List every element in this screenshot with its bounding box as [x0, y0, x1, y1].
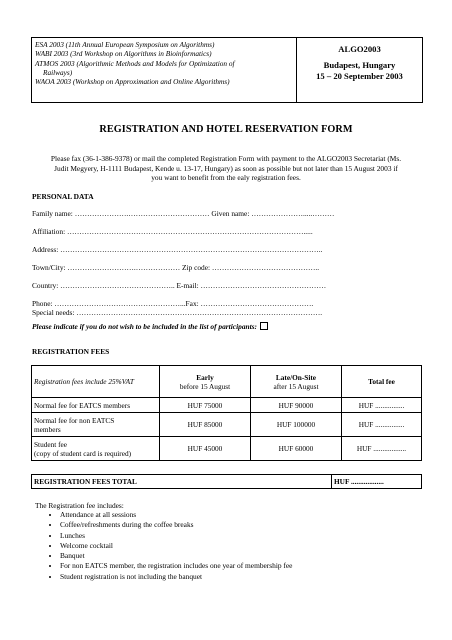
- total-header: Total fee: [342, 366, 422, 398]
- late-label: Late/On-Site: [275, 372, 317, 382]
- event-waoa: WAOA 2003 (Workshop on Approximation and Online Algorithms): [35, 77, 230, 87]
- affiliation-field[interactable]: Affiliation: …………………………………………………………………………………….....: [32, 227, 313, 236]
- optout-label: Please indicate if you do not wish to be included in the list of participants:: [32, 322, 258, 331]
- fee-late: HUF 100000: [251, 413, 342, 437]
- fee-early: HUF 45000: [160, 437, 251, 461]
- town-zip-field[interactable]: Town/City: ……………………….……………… Zip code: ……………………………………..: [32, 263, 320, 272]
- table-row: [32, 398, 422, 413]
- registration-fees-heading: REGISTRATION FEES: [32, 347, 110, 356]
- list-item: • For non EATCS member, the registration includes one year of membership fee: [60, 561, 292, 571]
- phone-fax-field[interactable]: Phone: ……………………………………………...Fax: ……………………………………….: [32, 299, 314, 308]
- late-header: [251, 366, 342, 398]
- optout-checkbox[interactable]: [260, 322, 268, 330]
- fees-total-table: [31, 474, 422, 489]
- fees-total-value[interactable]: HUF ..................: [332, 475, 422, 489]
- fee-label: [32, 413, 160, 437]
- fee-label: [32, 437, 160, 461]
- participant-list-optout: [32, 322, 268, 331]
- conference-location: Budapest, Hungary: [323, 60, 396, 70]
- event-atmos-cont: Railways): [43, 67, 73, 77]
- conference-dates: 15 – 20 September 2003: [316, 71, 403, 81]
- fee-label: Normal fee for EATCS members: [32, 398, 160, 413]
- list-item: • Banquet: [60, 551, 292, 561]
- early-header: [160, 366, 251, 398]
- fee-label-line2: members: [34, 424, 61, 434]
- list-item: • Coffee/refreshments during the coffee breaks: [60, 520, 292, 530]
- intro-text: Please fax (36-1-386-9378) or mail the completed Registration Form with payment to the ALGO2003 Secretariat (Ms. Judit Megyery, H-1111 Budapest, Kende u. 13-17, Hungary) as soon as possible but not later than 15 August 2003 if you want to benefit from the ealy registration fees.: [50, 154, 402, 183]
- fees-total-label: REGISTRATION FEES TOTAL: [32, 475, 332, 489]
- event-esa: ESA 2003 (11th Annual European Symposium on Algorithms): [35, 40, 215, 49]
- personal-data-heading: PERSONAL DATA: [32, 192, 94, 201]
- address-field[interactable]: Address: ……………………………………………………………………………………………..: [32, 245, 323, 254]
- fee-total[interactable]: HUF ..................: [342, 437, 422, 461]
- fees-table: [31, 365, 422, 461]
- page-title: REGISTRATION AND HOTEL RESERVATION FORM: [99, 124, 353, 135]
- table-row: [32, 437, 422, 461]
- fee-late: HUF 90000: [251, 398, 342, 413]
- conference-info: [297, 38, 422, 102]
- country-email-field[interactable]: Country: ……………………………………….. E-mail: ……………………………………………: [32, 281, 327, 290]
- includes-heading: The Registration fee includes:: [35, 501, 124, 510]
- fee-label-line2: (copy of student card is required): [34, 448, 132, 458]
- header-box: [31, 37, 423, 103]
- fee-early: HUF 85000: [160, 413, 251, 437]
- list-item: • Lunches: [60, 531, 292, 541]
- list-item: • Welcome cocktail: [60, 541, 292, 551]
- table-header-row: [32, 366, 422, 398]
- early-sub: before 15 August: [179, 381, 231, 391]
- list-item: • Attendance at all sessions: [60, 510, 292, 520]
- table-row: [32, 413, 422, 437]
- late-sub: after 15 August: [273, 381, 319, 391]
- fees-total-row: [32, 475, 422, 489]
- conference-name: ALGO2003: [338, 44, 381, 54]
- vat-note: Registration fees include 25%VAT: [32, 366, 160, 398]
- list-item: • Student registration is not including the banquet: [60, 572, 292, 582]
- includes-list: [35, 510, 292, 582]
- fee-total[interactable]: HUF ................: [342, 398, 422, 413]
- early-label: Early: [196, 372, 214, 382]
- event-list: [32, 38, 297, 102]
- fee-late: HUF 60000: [251, 437, 342, 461]
- event-wabi: WABI 2003 (3rd Workshop on Algorithms in Bioinformatics): [35, 49, 212, 59]
- event-atmos: ATMOS 2003 (Algorithmic Methods and Models for Optimization of: [35, 58, 235, 68]
- special-needs-field[interactable]: Special needs: ……………………………………………………………………………………….: [32, 308, 323, 317]
- fee-early: HUF 75000: [160, 398, 251, 413]
- fee-label-line1: Normal fee for non EATCS: [34, 415, 115, 425]
- fee-total[interactable]: HUF ................: [342, 413, 422, 437]
- fee-label-line1: Student fee: [34, 439, 68, 449]
- family-name-field[interactable]: Family name: ………………….…………………………… Given name: ………………….....………: [32, 209, 335, 218]
